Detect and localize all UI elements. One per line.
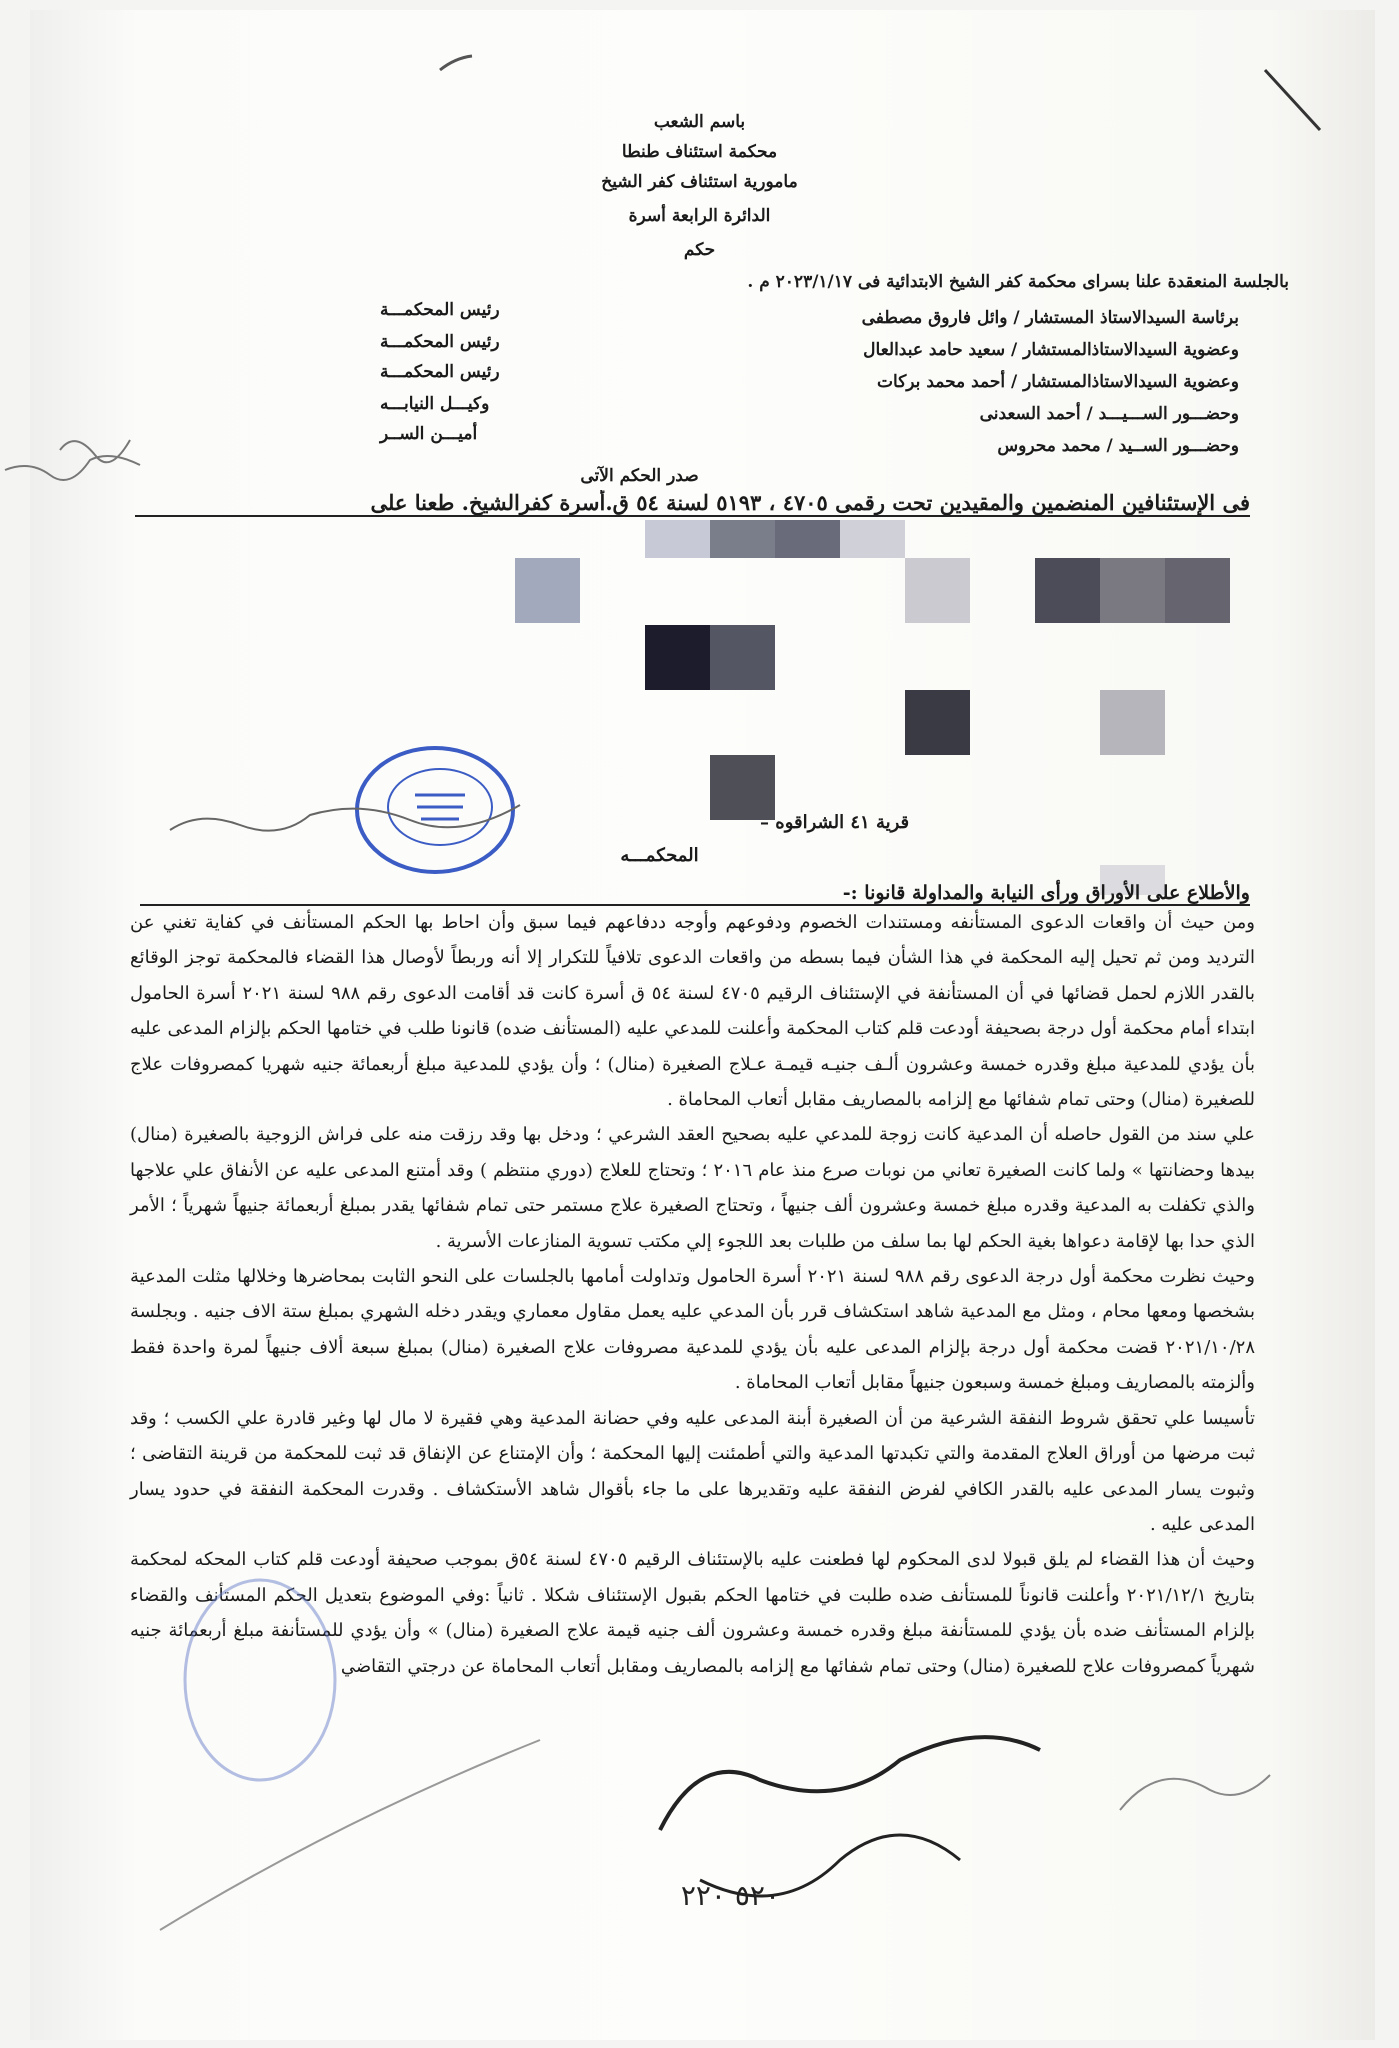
header-line: باسم الشعب — [653, 112, 746, 132]
circuit-name: الدائرة الرابعة أسرة — [628, 206, 771, 226]
handwritten-signature — [140, 1560, 1290, 1960]
member-line: برئاسة السيدالاستاذ المستشار / وائل فاروق مصطفى — [861, 308, 1239, 328]
body-paragraph: تأسيسا علي تحقق شروط النفقة الشرعية من أن الصغيرة أبنة المدعى عليه وفي حضانة المدعية وهي فقيرة لا مال لها وغير قادرة علي الكسب ؛ وقد ثبت مرضها من أوراق العلاج المقدمة والتي تكبدتها المدعية والتي أطمئنت إليها المحكمة ؛ وأن الإمتناع عن الإنفاق قد ثبت للمحكمة من قرينة التقاضى ؛ وثبوت يسار المدعى عليه بالقدر الكافي لفرض النفقة عليه وتقديرها على ما جاء بأقوال شاهد الأستكشاف . وقدرت المحكمة النفقة في حدود يسار المدعى عليه . — [130, 1407, 1255, 1535]
member-line: وعضوية السيدالاستاذالمستشار / سعيد حامد عبدالعال — [863, 340, 1239, 360]
redaction-block — [1100, 690, 1165, 755]
after-review-text: والأطلاع على الأوراق ورأى النيابة والمداولة قانونا :- — [842, 882, 1250, 904]
court-heading: المحكمـــه — [620, 845, 699, 866]
court-branch: مامورية استئناف كفر الشيخ — [601, 172, 798, 192]
redaction-block — [1100, 558, 1165, 623]
redaction-block — [1165, 558, 1230, 623]
handwritten-signature — [0, 420, 160, 510]
address-fragment: قرية ٤١ الشراقوه – — [760, 812, 910, 833]
session-opening: بالجلسة المنعقدة علنا بسراى محكمة كفر الشيخ الابتدائية فى ٢٠٢٣/١/١٧ م . — [747, 272, 1289, 292]
signature-numbers: ٥٢٠ ٢٢٠ — [680, 1879, 780, 1912]
redaction-block — [840, 520, 905, 558]
redaction-block — [775, 520, 840, 558]
redaction-block — [710, 520, 775, 558]
body-paragraph: علي سند من القول حاصله أن المدعية كانت زوجة للمدعي عليه بصحيح العقد الشرعي ؛ ودخل بها وقد رزقت منه على فراش الزوجية بالصغيرة (منال) بيدها وحضانتها » ولما كانت الصغيرة تعاني من نوبات صرع منذ عام ٢٠١٦ ؛ وتحتاج للعلاج (دوري منتظم ) وقد أمتنع المدعى عليه عن الأنفاق علي علاجها والذي تكفلت به المدعية وقدره مبلغ خمسة وعشرون ألف جنيهاً ، وتحتاج الصغيرة علاج مستمر حتى تمام شفائها يقدر بمبلغ أربعمائة جنيهاً شهرياً ؛ الأمر الذي حدا بها لإقامة دعواها بغية الحكم لها بما سلف من طلبات بعد اللجوء إلي مكتب تسوية المنازعات الأسرية . — [130, 1124, 1255, 1252]
handwritten-signature — [160, 780, 540, 850]
judgment-label: حكم — [683, 240, 716, 260]
after-review-line — [140, 882, 1250, 906]
member-role: رئيس المحكمـــة — [380, 332, 500, 352]
ink-mark — [440, 56, 472, 70]
redaction-block — [905, 558, 970, 623]
member-role: أميـــن الســر — [380, 424, 478, 444]
member-line: وحضـــور الســيد / محمد محروس — [997, 436, 1239, 456]
member-role: رئيس المحكمـــة — [380, 300, 500, 320]
redaction-block — [645, 520, 710, 558]
body-paragraph: وحيث أن هذا القضاء لم يلق قبولا لدى المحكوم لها فطعنت عليه بالإستئناف الرقيم ٤٧٠٥ لسنة ٥٤ق بموجب صحيفة أودعت قلم كتاب المحكه لمحكمة بتاريخ ٢٠٢١/١٢/١ وأعلنت قانوناً للمستأنف ضده طلبت في ختامها الحكم بقبول الإستئناف شكلا . ثانياً :وفي الموضوع بتعديل الحكم المستأنف والقضاء بإلزام المستأنف ضده بأن يؤدي للمستأنفة مبلغ وقدره خمسة وعشرون ألف جنيه قيمة علاج الصغيرة (منال) » وأن يؤدي للمستأنفة مبلغ أربعمائة جنيه شهرياً كمصروفات علاج للصغيرة (منال) وحتى تمام شفائها مع إلزامه بالمصاريف ومقابل أتعاب المحاماة عن درجتي التقاضي — [130, 1549, 1255, 1677]
redaction-block — [905, 690, 970, 755]
member-role: وكيـــل النيابـــه — [380, 394, 490, 414]
redaction-block — [710, 755, 775, 820]
appeal-title: فى الإستئنافين المنضمين والمقيدين تحت رقمى ٤٧٠٥ ، ٥١٩٣ لسنة ٥٤ ق.أسرة كفرالشيخ. طعنا على — [135, 490, 1250, 517]
redaction-block — [1035, 558, 1100, 623]
member-line: وحضـــور الســـيـــد / أحمد السعدنى — [979, 404, 1239, 424]
issued-label: صدر الحكم الآتى — [580, 466, 699, 486]
body-paragraph: ومن حيث أن واقعات الدعوى المستأنفه ومستندات الخصوم ودفوعهم وأوجه ددفاعهم فيما سبق وأن احاط بها الحكم المستأنف في كفاية تغني عن الترديد ومن ثم تحيل إليه المحكمة في هذا الشأن فيما بسطه من واقعات الدعوى تلافياً للتكرار إلا أنه وربطاً لأوصال هذا القضاء فالمحكمة توجز الوقائع بالقدر اللازم لحمل قضائها في أن المستأنفة في الإستئناف الرقيم ٤٧٠٥ لسنة ٥٤ ق أسرة كانت قد أقامت الدعوى رقم ٩٨٨ لسنة ٢٠٢١ أسرة الحامول ابتداء أمام محكمة أول درجة بصحيفة أودعت قلم كتاب المحكمة وأعلنت للمدعي عليه (المستأنف ضده) قانونا طلب في ختامها الحكم بإلزام المدعى عليه بأن يؤدي للمدعية مبلغ وقدره خمسة وعشرون ألـف جنيـه قيمـة عـلاج الصغيرة (منال) ؛ وأن يؤدي للمدعية مبلغ أربعمائة جنيه شهريا كمصروفات علاج للصغيرة (منال) وحتى تمام شفائها مع إلزامه بالمصاريف مقابل أتعاب المحاماة . — [130, 912, 1255, 1111]
redaction-block — [515, 558, 580, 623]
court-name: محكمة استئناف طنطا — [621, 142, 778, 162]
body-paragraph: وحيث نظرت محكمة أول درجة الدعوى رقم ٩٨٨ لسنة ٢٠٢١ أسرة الحامول وتداولت أمامها بالجلسات على النحو الثابت بمحاضرها وخلالها مثلت المدعية بشخصها ومعها محام ، ومثل مع المدعية شاهد استكشاف قرر بأن المدعي عليه يعمل مقاول معماري ويقدر دخله الشهري بمبلغ ستة الاف جنيه . وبجلسة ٢٠٢١/١٠/٢٨ قضت محكمة أول درجة بإلزام المدعى عليه بأن يؤدي للمدعية مصروفات علاج الصغيرة (منال) بمبلغ سبعة ألاف جنيهاً لمرة واحدة فقط وألزمته بالمصاريف ومبلغ خمسة وسبعون جنيهاً مقابل أتعاب المحاماة . — [130, 1266, 1255, 1394]
redaction-block — [710, 625, 775, 690]
member-line: وعضوية السيدالاستاذالمستشار / أحمد محمد بركات — [877, 372, 1239, 392]
member-role: رئيس المحكمـــة — [380, 362, 500, 382]
redaction-block — [645, 625, 710, 690]
